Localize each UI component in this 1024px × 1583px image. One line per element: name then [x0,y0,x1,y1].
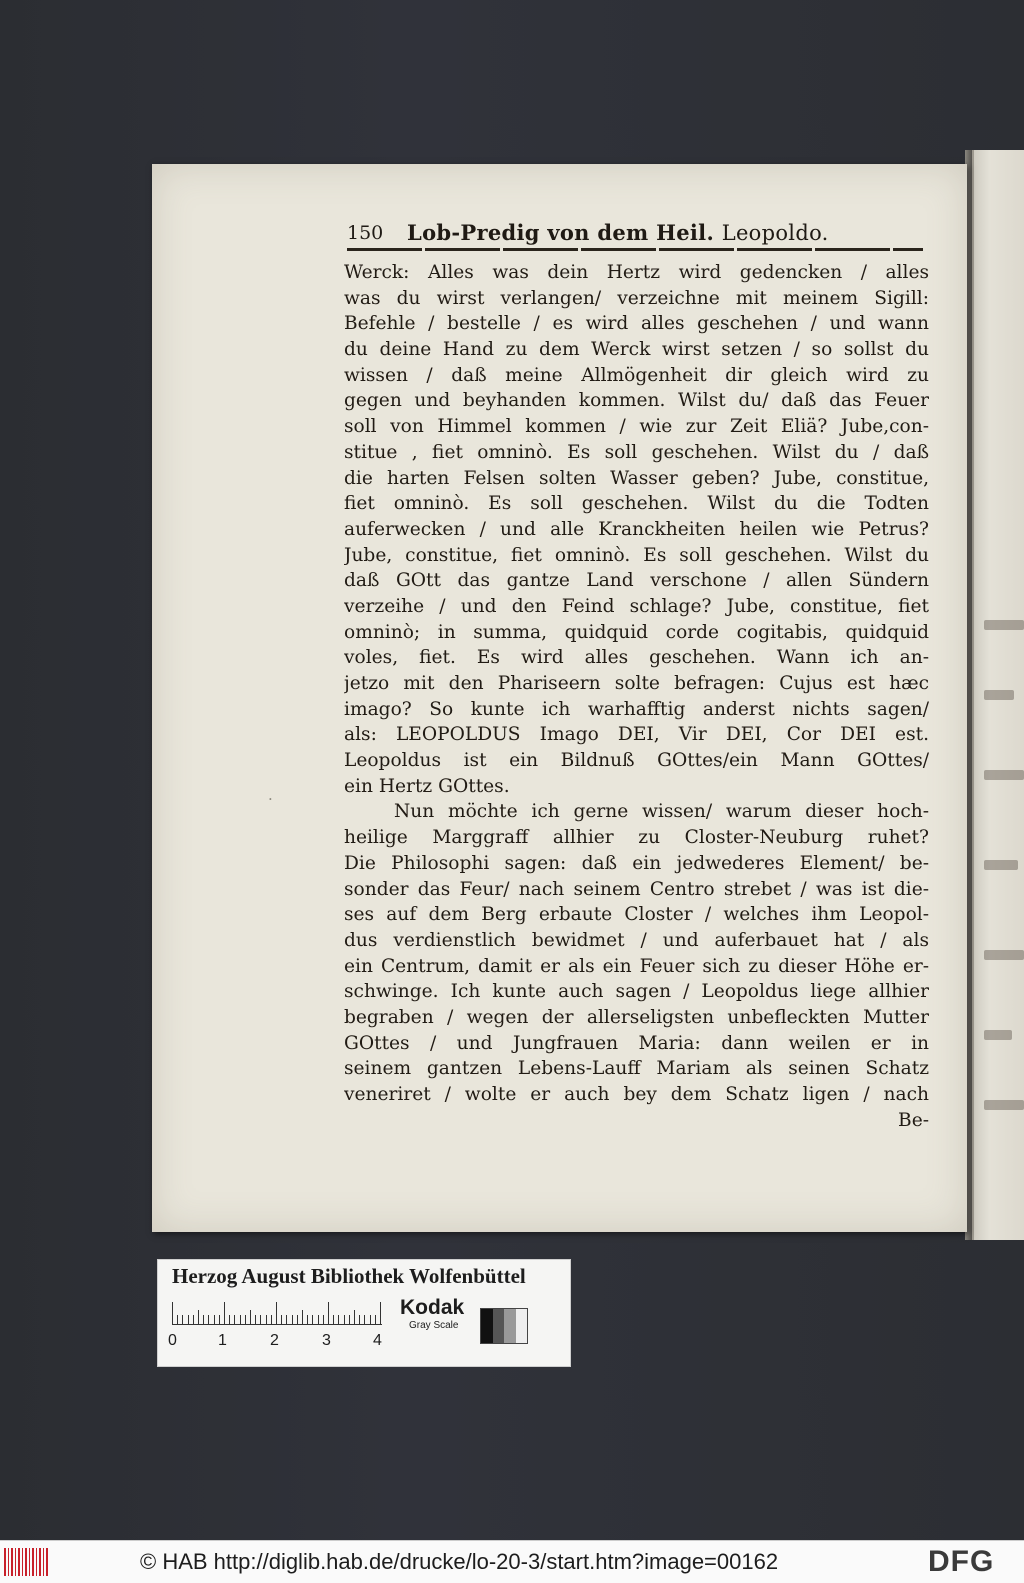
ruler-tick [229,1315,230,1324]
ruler-tick [286,1315,287,1324]
running-head [407,220,829,245]
text-line: heilige Marggraff allhier zu Closter-Neuburg ruhet? [344,827,929,849]
kodak-logo: Kodak [400,1296,465,1319]
dfg-logo: DFG [928,1545,995,1578]
ruler-tick [370,1315,371,1324]
ruler-tick [240,1315,241,1324]
running-head-title: Lob-Predig von dem Heil. [407,220,715,245]
ruler-tick [312,1315,313,1324]
ruler-tick [323,1315,324,1324]
margin-mark: · [268,790,273,808]
ruler-tick [188,1315,189,1324]
text-line: auferwecken / und alle Kranckheiten heilen wie Petrus? [344,518,929,540]
ruler-tick [338,1315,339,1324]
copyright-link[interactable]: © HAB http://diglib.hab.de/drucke/lo-20-3/start.htm?image=00162 [140,1549,779,1574]
text-line: Nun möchte ich gerne wissen/ warum dieser hoch- [394,801,929,823]
text-line: Die Philosophi sagen: daß ein jedwederes Element/ be- [344,852,929,874]
facing-page-edge [972,150,1024,1240]
scale-ruler [172,1298,384,1326]
ruler-tick [214,1315,215,1324]
gray-scale-label: Gray Scale [409,1320,459,1331]
text-line: daß GOtt das gantze Land verschone / allen Sündern [344,570,929,592]
ruler-tick [234,1315,235,1324]
ruler-tick [276,1302,277,1324]
footer-bar [0,1540,1024,1583]
gray-scale-patches [480,1308,528,1344]
book-page [152,164,967,1232]
text-line: voles, fiet. Es wird alles geschehen. Wann ich an- [344,647,929,669]
ruler-tick [307,1315,308,1324]
text-line: seinem gantzen Lebens-Lauff Mariam als seinen Schatz [344,1058,929,1080]
text-line: als: LEOPOLDUS Imago DEI, Vir DEI, Cor DEI est. [344,724,929,746]
text-line: gegen und beyhanden kommen. Wilst du/ daß das Feuer [344,390,929,412]
text-line: Leopoldus ist ein Bildnuß GOttes/ein Mann GOttes/ [344,750,929,772]
ruler-tick [359,1315,360,1324]
ruler-tick [266,1315,267,1324]
ruler-tick [245,1315,246,1324]
text-line: ses auf dem Berg erbaute Closter / welches ihm Leopol- [344,904,929,926]
text-line: was du wirst verlangen/ verzeichne mit meinem Sigill: [344,287,929,309]
text-line: schwinge. Ich kunte auch sagen / Leopoldus liege allhier [344,981,929,1003]
ruler-tick [328,1302,329,1324]
library-name: Herzog August Bibliothek Wolfenbüttel [172,1264,526,1288]
ruler-label: 0 [168,1332,177,1349]
ruler-tick [344,1315,345,1324]
ruler-tick [349,1315,350,1324]
ruler-label: 1 [218,1332,227,1349]
ruler-tick [333,1315,334,1324]
text-line: du deine Hand zu dem Werck wirst setzen / so sollst du [344,339,929,361]
text-line: die harten Felsen solten Wasser geben? Jube, constitue, [344,467,929,489]
text-line: Befehle / bestelle / es wird alles geschehen / und wann [344,313,929,335]
color-target-card [157,1259,571,1367]
text-line: Werck: Alles was dein Hertz wird gedencken / alles [344,262,929,283]
ruler-tick [364,1315,365,1324]
text-line: wissen / daß meine Allmögenheit dir gleich wird zu [344,364,929,386]
text-line: dus verdienstlich bewidmet / und auferbauet hat / als [344,929,929,951]
page-number: 150 [347,222,384,244]
ruler-label: 4 [373,1332,382,1349]
ruler-tick [255,1315,256,1324]
text-line: verzeihe / und den Feind schlage? Jube, constitue, fiet [344,595,929,617]
ruler-tick [224,1302,225,1324]
running-head-latin: Leopoldo. [721,221,829,245]
text-line: fiet omninò. Es soll geschehen. Wilst du die Todten [344,493,929,515]
header-rule [347,248,923,251]
text-line: ein Hertz GOttes. [344,775,510,797]
body-text [344,260,929,1133]
text-line: stitue , fiet omninò. Es soll geschehen. Wilst du / daß [344,441,929,463]
ruler-tick [292,1315,293,1324]
ruler-tick [203,1315,204,1324]
ruler-tick [172,1302,173,1324]
text-line: GOttes / und Jungfrauen Maria: dann weilen er in [344,1032,929,1054]
text-line: begraben / wegen der allerseligsten unbefleckten Mutter [344,1006,929,1028]
ruler-tick [281,1315,282,1324]
ruler-tick [302,1310,303,1324]
text-line: ein Centrum, damit er als ein Feuer sich zu dieser Höhe er- [344,955,929,977]
ruler-tick [318,1315,319,1324]
text-line: soll von Himmel kommen / wie zur Zeit Eliä? Jube,con- [344,416,929,438]
ruler-tick [297,1315,298,1324]
ruler-tick [193,1315,194,1324]
ruler-tick [182,1315,183,1324]
text-line: imago? So kunte ich warhafftig anderst nichts sagen/ [344,698,929,720]
barcode-icon [4,1548,48,1576]
ruler-tick [219,1315,220,1324]
ruler-tick [250,1310,251,1324]
text-line: Jube, constitue, fiet omninò. Es soll geschehen. Wilst du [344,544,929,566]
text-line: veneriret / wolte er auch bey dem Schatz ligen / nach [344,1084,929,1105]
ruler-tick [380,1302,381,1324]
text-line: sonder das Feur/ nach seinem Centro strebet / was ist die- [344,878,929,900]
ruler-tick [271,1315,272,1324]
ruler-tick [260,1315,261,1324]
ruler-tick [375,1315,376,1324]
ruler-label: 2 [270,1332,279,1349]
ruler-labels [168,1332,398,1352]
catchword: Be- [898,1109,929,1131]
text-line: jetzo mit den Phariseern solte befragen: Cujus est hæc [344,673,929,694]
page-header [347,216,923,250]
ruler-tick [354,1310,355,1324]
text-line: omninò; in summa, quidquid corde cogitabis, quidquid [344,621,929,643]
ruler-label: 3 [322,1332,331,1349]
ruler-tick [208,1315,209,1324]
ruler-tick [177,1315,178,1324]
ruler-tick [198,1310,199,1324]
